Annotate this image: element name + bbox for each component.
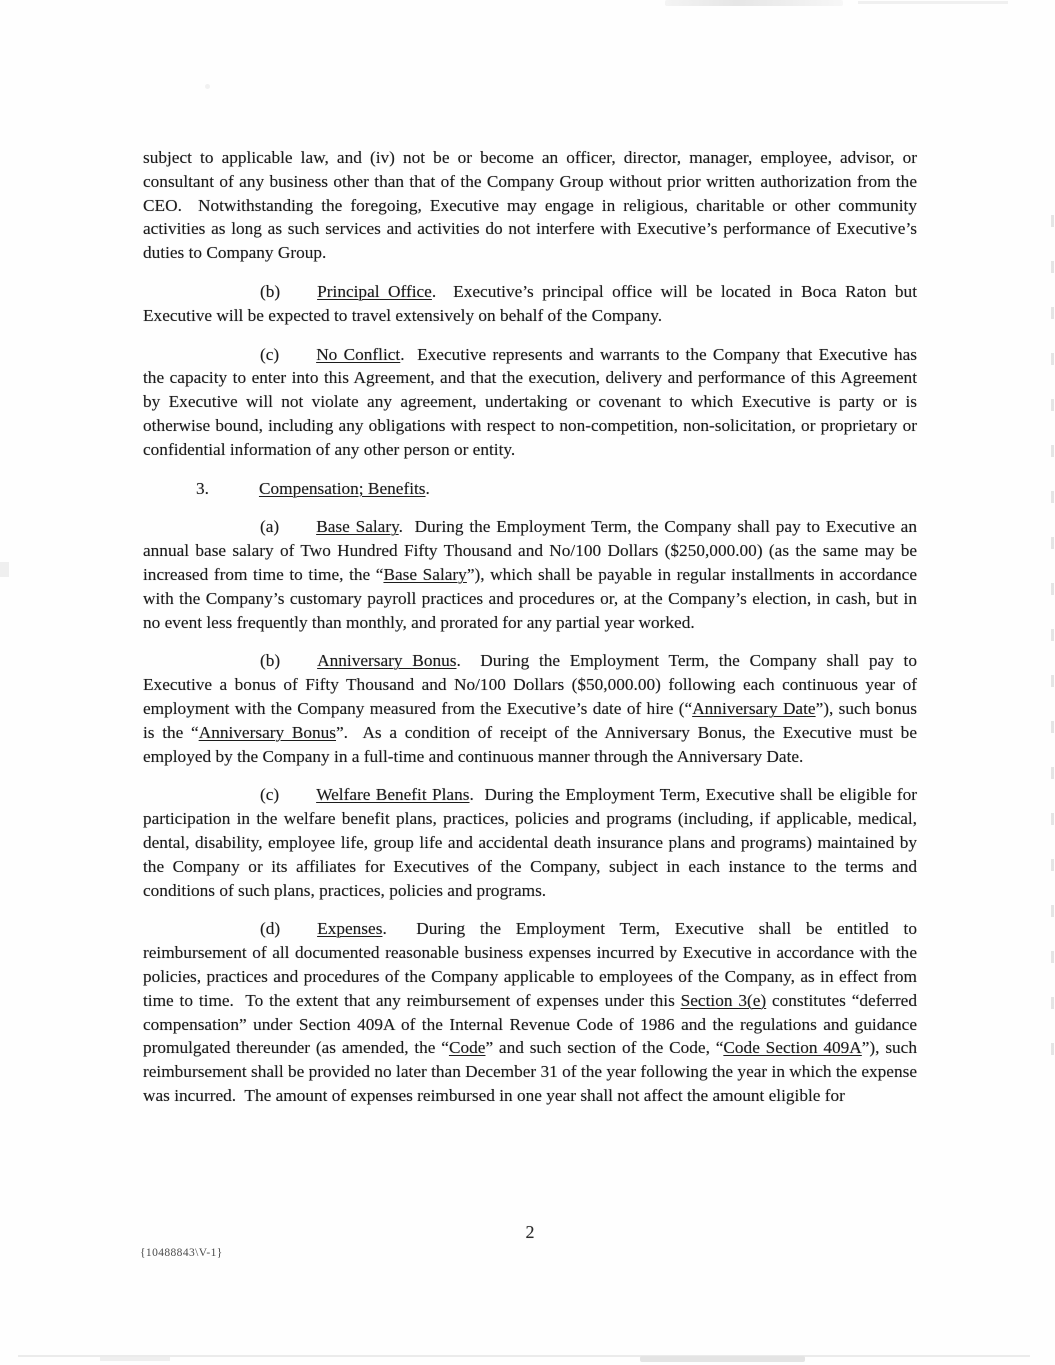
paragraph-no-conflict [143, 343, 922, 462]
scan-artifact-bottom [640, 1356, 805, 1362]
scan-artifact-speck [205, 84, 210, 89]
clause-text: constitutes “deferred compensation” under Section 409A of the Internal Revenue Code of 1986 and the regulations and guidance promulgated thereunder (as amended, the “ [143, 990, 922, 1058]
document-id-stamp: {10488843\V-1} [140, 1247, 223, 1259]
clause-label: (d) [260, 919, 281, 939]
clause-label: (b) [260, 281, 281, 301]
clause-heading: Expenses [317, 919, 383, 939]
paragraph-principal-office [143, 280, 922, 328]
defined-term-base-salary: Base Salary [383, 564, 467, 584]
section-title-period: . [425, 478, 430, 498]
defined-term-code-section-409a: Code Section 409A [723, 1038, 862, 1058]
scan-artifact-bottom [18, 1355, 1030, 1357]
document-body [143, 146, 922, 1123]
paragraph-anniversary-bonus [143, 649, 922, 768]
clause-label: (a) [260, 517, 280, 537]
defined-term-anniversary-bonus: Anniversary Bonus [198, 722, 337, 742]
paragraph-expenses [143, 917, 922, 1107]
scan-artifact-top [858, 1, 1008, 4]
clause-label: (c) [260, 344, 280, 364]
clause-label: (b) [260, 651, 281, 671]
clause-heading: No Conflict [316, 344, 401, 364]
clause-text: . During the Employment Term, the Company shall pay to Executive a bonus of Fifty Thousand and No/100 Dollars ($50,000.00) following each continuous year of employment with the Company measured from the Executive’s date of hire (“ [143, 651, 922, 718]
paragraph-continuation [143, 146, 922, 265]
clause-text: . During the Employment Term, Executive shall be eligible for participation in the welfare benefit plans, practices, policies and programs (including, if applicable, medical, dental, disability, employee life, group life and accidental death insurance plans and programs) maintained by the Company or its affiliates for Executives of the Company, subject in each instance to the terms and conditions of such plans, practices, policies and programs. [143, 785, 922, 900]
defined-term-code: Code [448, 1038, 486, 1058]
clause-text: . Executive represents and warrants to the Company that Executive has the capacity to enter into this Agreement, and that the execution, delivery and performance of this Agreement by Executive will not violate any agreement, undertaking or covenant to which Executive is party or is otherwise bound, including any obligations with respect to non-competition, non-solicitation, or proprietary or confidential information of any other person or entity. [143, 344, 922, 459]
clause-heading: Base Salary [316, 517, 399, 537]
paragraph-welfare-benefit-plans [143, 783, 922, 902]
scan-artifact-bottom [100, 1357, 170, 1361]
paragraph-base-salary [143, 515, 922, 634]
scan-artifact-top [665, 0, 843, 6]
scan-artifact-left-edge [0, 562, 9, 577]
section-3-heading [143, 477, 917, 501]
clause-text: ” and such section of the Code, “ [485, 1038, 724, 1058]
section-title: Compensation; Benefits [258, 478, 426, 498]
clause-label: (c) [260, 785, 280, 805]
clause-text: . During the Employment Term, Executive shall be entitled to reimbursement of all documented reasonable business expenses incurred by Executive in accordance with the policies, practices and procedures of the Company applicable to employees of the Company, as in effect from time to time. To the extent that any reimbursement of expenses under this [143, 919, 922, 1010]
clause-text: ”. As a condition of receipt of the Anniversary Bonus, the Executive must be employed by the Company in a full-time and continuous manner through the Anniversary Date. [143, 722, 922, 766]
paragraph-text: subject to applicable law, and (iv) not be or become an officer, director, manager, employee, advisor, or consultant of any business other than that of the Company Group without prior written authorization from the CEO. Notwithstanding the foregoing, Executive may engage in religious, charitable or other community activities as long as such services and activities do not interfere with Executive’s performance of Executive’s duties to Company Group. [143, 148, 922, 263]
clause-heading: Anniversary Bonus [317, 651, 457, 671]
clause-heading: Welfare Benefit Plans [316, 785, 470, 805]
cross-reference-section-3e: Section 3(e) [680, 990, 767, 1010]
clause-text: . Executive’s principal office will be located in Boca Raton but Executive will be expected to travel extensively on behalf of the Company. [143, 281, 922, 325]
clause-text: . During the Employment Term, the Company shall pay to Executive an annual base salary of Two Hundred Fifty Thousand and No/100 Dollars ($250,000.00) (as the same may be increased from time to time, the “ [143, 517, 922, 584]
clause-text: ”), such bonus is the “ [143, 698, 922, 742]
scan-artifact-right-edge [1051, 215, 1054, 1065]
clause-text: ”), such reimbursement shall be provided no later than December 31 of the year following the year in which the expense was incurred. The amount of expenses reimbursed in one year shall not affect the amount eligible for [143, 1038, 922, 1105]
clause-heading: Principal Office [317, 281, 432, 301]
defined-term-anniversary-date: Anniversary Date [692, 698, 816, 718]
page-number: 2 [525, 1222, 535, 1242]
clause-text: ”), which shall be payable in regular installments in accordance with the Company’s customary payroll practices and procedures or, at the Company’s election, in cash, but in no event less frequently than monthly, and prorated for any partial year worked. [143, 564, 922, 632]
section-number: 3. [196, 478, 209, 498]
